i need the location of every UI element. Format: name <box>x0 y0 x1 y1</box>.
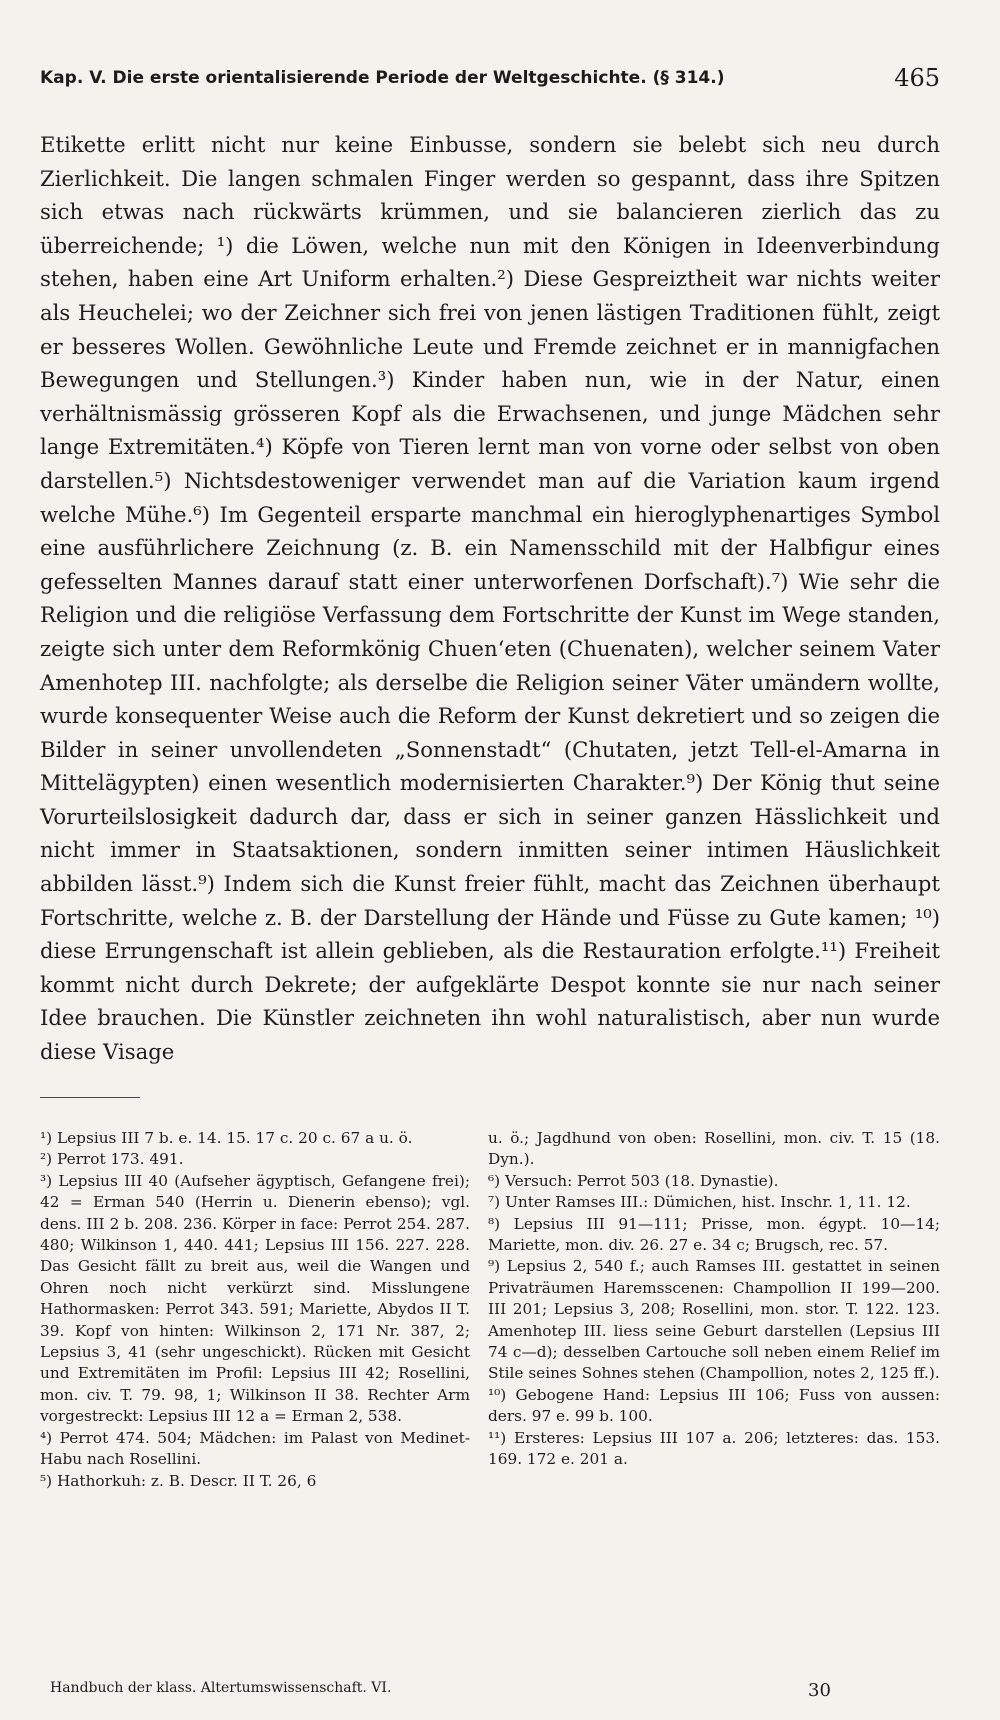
footnote: ⁵) Hathorkuh: z. B. Descr. II T. 26, 6 <box>40 1471 317 1490</box>
footnote: ⁷) Unter Ramses III.: Dümichen, hist. Inschr. 1, 11. 12. <box>488 1193 911 1212</box>
running-header <box>40 62 940 98</box>
footnote-separator <box>40 1097 140 1098</box>
footnote: ¹) Lepsius III 7 b. e. 14. 15. 17 c. 20 c. 67 a u. ö. <box>40 1129 413 1147</box>
footnote: ¹⁰) Gebogene Hand: Lepsius III 106; Fuss von aussen: ders. 97 e. 99 b. 100. <box>488 1385 940 1426</box>
footnote: ⁸) Lepsius III 91—111; Prisse, mon. égypt. 10—14; Mariette, mon. div. 26. 27 e. 34 c; Brugsch, rec. 57. <box>488 1214 940 1255</box>
footnote: ²) Perrot 173. 491. <box>40 1150 184 1169</box>
footnote: ¹¹) Ersteres: Lepsius III 107 a. 206; letzteres: das. 153. 169. 172 e. 201 a. <box>488 1428 940 1469</box>
main-text <box>40 128 940 1069</box>
footnotes-left-column <box>40 1128 470 1492</box>
sheet-signature: 30 <box>808 1680 831 1701</box>
footnote: ⁴) Perrot 474. 504; Mädchen: im Palast von Medinet-Habu nach Rosellini. <box>40 1428 470 1469</box>
footnote: u. ö.; Jagdhund von oben: Rosellini, mon. civ. T. 15 (18. Dyn.). <box>488 1129 940 1169</box>
series-signature: Handbuch der klass. Altertumswissenschaft. VI. <box>50 1680 392 1696</box>
page-number: 465 <box>894 64 940 92</box>
footnote: ³) Lepsius III 40 (Aufseher ägyptisch, Gefangene frei); 42 = Erman 540 (Herrin u. Dienerin ebenso); vgl. dens. III 2 b. 208. 236. Körper in face: Perrot 254. 287. 480; Wilkinson 1, 440. 441; Lepsius III 156. 227. 228. Das Gesicht fällt zu breit aus, weil die Wangen und Ohren noch nicht verkürzt sind. Misslungene Hathormasken: Perrot 343. 591; Mariette, Abydos II T. 39. Kopf von hinten: Wilkinson 2, 171 Nr. 387, 2; Lepsius 3, 41 (sehr ungeschickt). Rücken mit Gesicht und Extremitäten im Profil: Lepsius III 42; Rosellini, mon. civ. T. 79. 98, 1; Wilkinson II 38. Rechter Arm vorgestreckt: Lepsius III 12 a = Erman 2, 538. <box>40 1171 470 1426</box>
header-title: Kap. V. Die erste orientalisierende Periode der Weltgeschichte. (§ 314.) <box>40 68 725 88</box>
footnote: ⁶) Versuch: Perrot 503 (18. Dynastie). <box>488 1171 779 1190</box>
signature-line <box>40 1680 940 1704</box>
footnotes-right-column <box>488 1128 940 1471</box>
body-paragraph: Etikette erlitt nicht nur keine Einbusse, sondern sie belebt sich neu durch Zierlichkeit. Die langen schmalen Finger werden so gespannt, dass ihre Spitzen sich etwas nach rückwärts krümmen, und sie balancieren zierlich das zu überreichende; ¹) die Löwen, welche nun mit den Königen in Ideenverbindung stehen, haben eine Art Uniform erhalten.²) Diese Gespreiztheit war nichts weiter als Heuchelei; wo der Zeichner sich frei von jenen lästigen Traditionen fühlt, zeigt er besseres Wollen. Gewöhnliche Leute und Fremde zeichnet er in mannigfachen Bewegungen und Stellungen.³) Kinder haben nun, wie in der Natur, einen verhältnismässig grösseren Kopf als die Erwachsenen, und junge Mädchen sehr lange Extremitäten.⁴) Köpfe von Tieren lernt man von vorne oder selbst von oben darstellen.⁵) Nichtsdestoweniger verwendet man auf die Variation kaum irgend welche Mühe.⁶) Im Gegenteil ersparte manchmal ein hieroglyphenartiges Symbol eine ausführlichere Zeichnung (z. B. ein Namensschild mit der Halbfigur eines gefesselten Mannes darauf statt einer unterworfenen Dorfschaft).⁷) Wie sehr die Religion und die religiöse Verfassung dem Fortschritte der Kunst im Wege standen, zeigte sich unter dem Reformkönig Chuen‘eten (Chuenaten), welcher seinem Vater Amenhotep III. nachfolgte; als derselbe die Religion seiner Väter umändern wollte, wurde konsequenter Weise auch die Reform der Kunst dekretiert und so zeigen die Bilder in seiner unvollendeten „Sonnenstadt“ (Chutaten, jetzt Tell-el-Amarna in Mittelägypten) einen wesentlich modernisierten Charakter.⁹) Der König thut seine Vorurteilslosigkeit dadurch dar, dass er sich in seiner ganzen Hässlichkeit und nicht immer in Staatsaktionen, sondern inmitten seiner intimen Häuslichkeit abbilden lässt.⁹) Indem sich die Kunst freier fühlt, macht das Zeichnen überhaupt Fortschritte, welche z. B. der Darstellung der Hände und Füsse zu Gute kamen; ¹⁰) diese Errungenschaft ist allein geblieben, als die Restauration erfolgte.¹¹) Freiheit kommt nicht durch Dekrete; der aufgeklärte Despot konnte sie nur nach seiner Idee brauchen. Die Künstler zeichneten ihn wohl naturalistisch, aber nun wurde diese Visage <box>40 132 940 1065</box>
footnote: ⁹) Lepsius 2, 540 f.; auch Ramses III. gestattet in seinen Privaträumen Haremsscenen: Champollion II 199—200. III 201; Lepsius 3, 208; Rosellini, mon. stor. T. 122. 123. Amenhotep III. liess seine Geburt darstellen (Lepsius III 74 c—d); desselben Cartouche soll neben einem Relief im Stile seines Sohnes stehen (Champollion, notes 2, 125 ff.). <box>488 1257 940 1383</box>
